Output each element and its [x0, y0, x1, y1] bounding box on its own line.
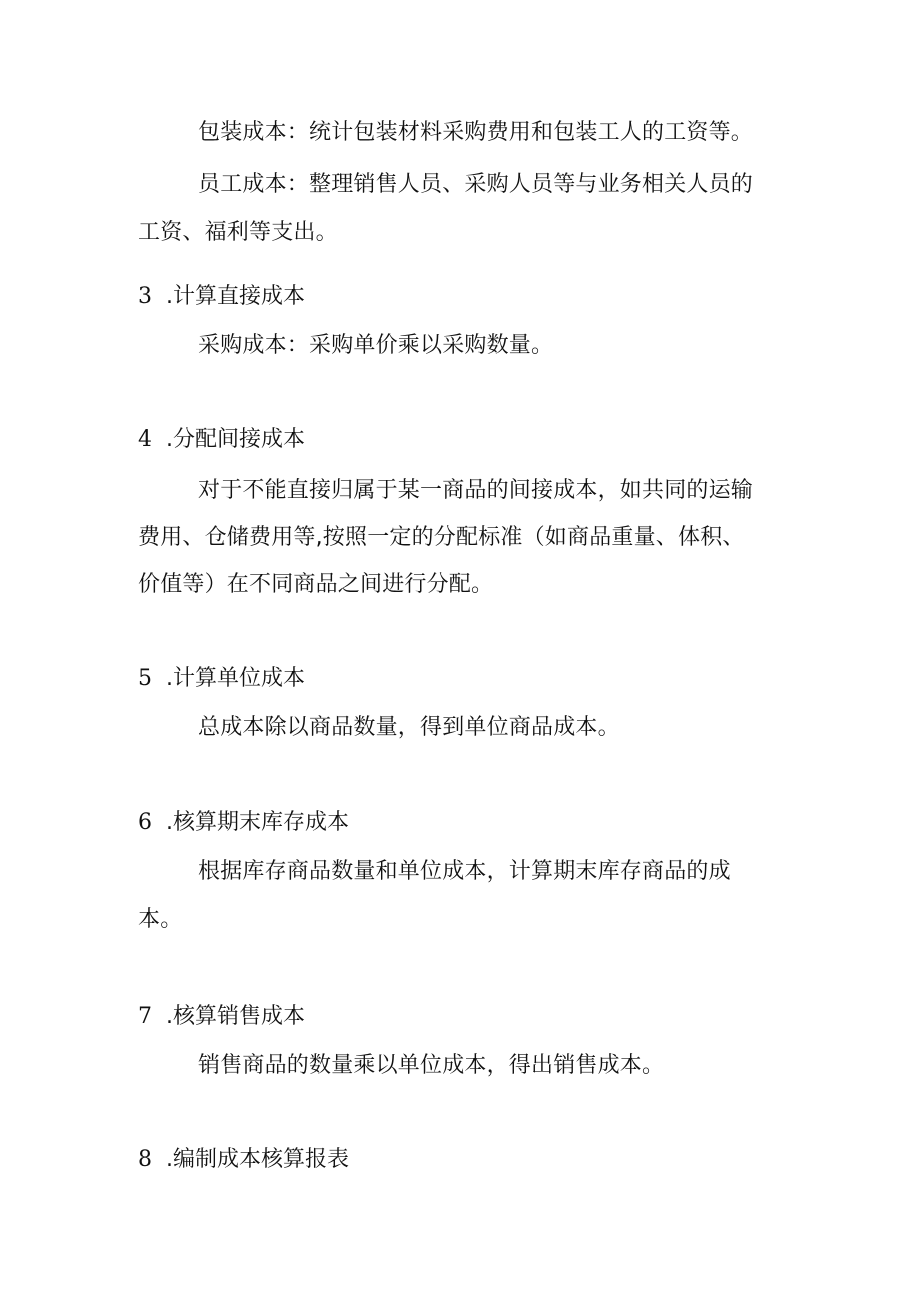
section-heading-8 [138, 1145, 349, 1175]
section-title: .核算期末库存成本 [166, 810, 349, 835]
section-heading-7 [138, 1002, 305, 1032]
paragraph-purchase-cost: 采购成本：采购单价乘以采购数量。 [198, 333, 554, 358]
paragraph-inventory-line-2: 本。 [138, 907, 183, 932]
section-title: .核算销售成本 [166, 1004, 305, 1029]
section-title: .计算直接成本 [166, 284, 305, 309]
paragraph-unit-cost: 总成本除以商品数量，得到单位商品成本。 [198, 715, 620, 740]
section-number: 7 [138, 1004, 152, 1029]
paragraph-indirect-line-3: 价值等）在不同商品之间进行分配。 [138, 572, 494, 597]
section-number: 8 [138, 1147, 152, 1172]
section-number: 6 [138, 810, 152, 835]
section-heading-5 [138, 664, 305, 694]
section-heading-3 [138, 282, 305, 312]
section-number: 3 [138, 284, 152, 309]
section-title: .编制成本核算报表 [166, 1147, 349, 1172]
section-heading-4 [138, 425, 305, 455]
section-title: .计算单位成本 [166, 666, 305, 691]
section-title: .分配间接成本 [166, 427, 305, 452]
section-number: 5 [138, 666, 152, 691]
paragraph-indirect-line-2: 费用、仓储费用等,按照一定的分配标准（如商品重量、体积、 [138, 525, 745, 550]
section-number: 4 [138, 427, 152, 452]
section-heading-6 [138, 808, 349, 838]
paragraph-inventory-line-1: 根据库存商品数量和单位成本，计算期末库存商品的成 [198, 859, 731, 884]
paragraph-staff-cost-line-1: 员工成本：整理销售人员、采购人员等与业务相关人员的 [198, 172, 754, 197]
paragraph-indirect-line-1: 对于不能直接归属于某一商品的间接成本，如共同的运输 [198, 478, 754, 503]
paragraph-staff-cost-line-2: 工资、福利等支出。 [138, 220, 338, 245]
paragraph-sales-cost: 销售商品的数量乘以单位成本，得出销售成本。 [198, 1053, 665, 1078]
paragraph-packaging-cost: 包装成本：统计包装材料采购费用和包装工人的工资等。 [198, 120, 754, 145]
